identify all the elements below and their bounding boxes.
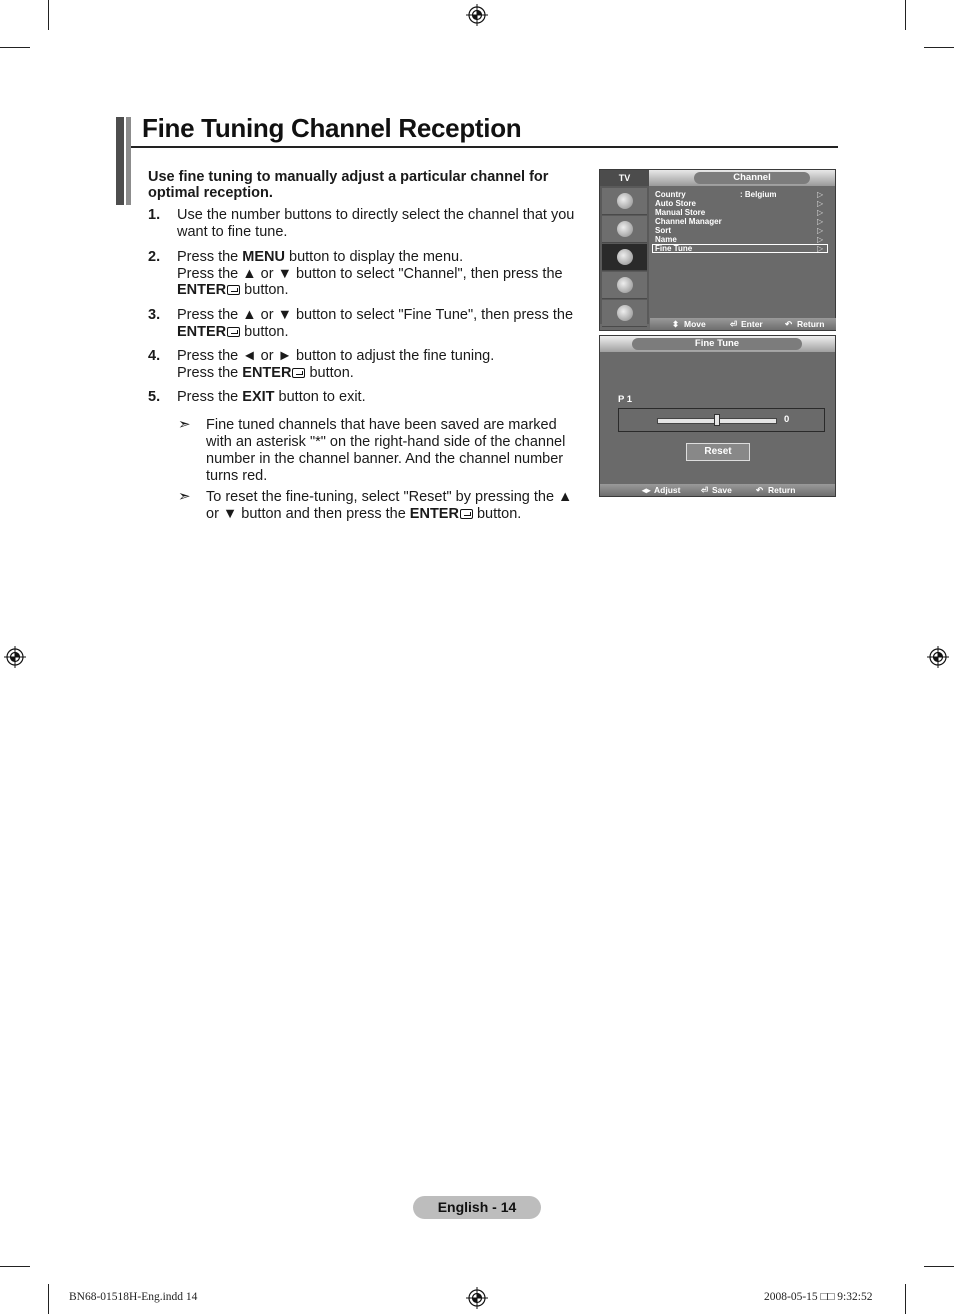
text-run: Press the	[177, 364, 243, 381]
osd-footer-save: Save	[712, 485, 732, 495]
return-icon: ↶	[756, 485, 764, 495]
slug-date: 2008-05-15 □□ 9:32:52	[764, 1291, 873, 1303]
arrow-right-icon: ▷	[817, 199, 824, 208]
step-text	[177, 249, 587, 299]
fine-tune-value: 0	[784, 414, 790, 425]
crop-mark	[0, 47, 30, 48]
slug-file: BN68-01518H-Eng.indd 14	[69, 1291, 198, 1303]
osd-menu-title: Fine Tune	[632, 338, 802, 350]
move-icon: ⬍	[672, 319, 680, 329]
enter-icon: ⏎	[730, 319, 738, 329]
osd-item-sort: Sort	[655, 226, 671, 235]
title-accent-bar	[126, 117, 131, 205]
arrow-right-icon: ▷	[817, 226, 824, 235]
crop-mark	[48, 1284, 49, 1314]
text-run: button.	[240, 323, 289, 340]
step-text	[177, 307, 587, 340]
arrow-right-icon: ▷	[817, 217, 824, 226]
registration-mark-icon	[466, 4, 488, 26]
fine-tune-control	[618, 408, 825, 432]
arrow-right-icon: ▷	[817, 208, 824, 217]
reset-button[interactable]: Reset	[686, 443, 750, 461]
osd-item-fine-tune: Fine Tune	[655, 244, 693, 253]
crop-mark	[905, 0, 906, 30]
text-run: Press the	[177, 389, 243, 405]
arrow-right-icon: ▷	[817, 190, 824, 199]
text-run: button.	[472, 506, 522, 522]
osd-footer-return: Return	[768, 485, 796, 495]
step-number: 2.	[148, 249, 161, 265]
keyword: ENTER	[177, 282, 227, 299]
crop-mark	[905, 1284, 906, 1314]
note-text: Fine tuned channels that have been saved are marked with an asterisk "*" on the right-hand side of the channel number in the channel banner. And the channel number turns red.	[206, 417, 566, 484]
osd-item-channel-manager: Channel Manager	[655, 217, 722, 226]
osd-channel-menu	[599, 169, 836, 331]
intro-text: Use fine tuning to manually adjust a particular channel for optimal reception.	[148, 169, 549, 201]
arrow-right-icon: ▷	[817, 235, 824, 244]
enter-icon	[292, 368, 305, 378]
input-menu-icon	[602, 300, 647, 327]
text-run: button.	[305, 364, 354, 381]
step-5	[148, 389, 588, 406]
note-arrow-icon: ➣	[178, 416, 191, 433]
registration-mark-icon	[4, 646, 26, 668]
crop-mark	[48, 0, 49, 30]
title-accent-bar	[116, 117, 124, 205]
text-run: button.	[240, 282, 289, 299]
keyword: ENTER	[242, 364, 292, 381]
text-run: Press the ▲ or ▼ button to select "Channel", then press the	[177, 265, 563, 282]
step-number: 4.	[148, 348, 161, 364]
crop-mark	[924, 1266, 954, 1267]
text-run: Press the ◄ or ► button to adjust the fine tuning.	[177, 348, 495, 364]
osd-footer-return: Return	[797, 319, 825, 329]
osd-country-value: : Belgium	[740, 190, 777, 199]
step-text	[177, 389, 587, 406]
slider-thumb[interactable]	[714, 414, 720, 426]
title-rule	[131, 146, 838, 148]
arrow-right-icon: ▷	[817, 244, 824, 253]
note-1	[178, 417, 578, 485]
text-run: button to display the menu.	[284, 249, 464, 265]
registration-mark-icon	[927, 646, 949, 668]
page-title: Fine Tuning Channel Reception	[142, 113, 522, 143]
step-number: 5.	[148, 389, 161, 405]
step-text	[177, 348, 587, 381]
return-icon: ↶	[785, 319, 793, 329]
page-number: English - 14	[413, 1196, 541, 1219]
osd-footer-adjust: Adjust	[654, 485, 681, 495]
step-number: 3.	[148, 307, 161, 323]
picture-menu-icon	[602, 188, 647, 215]
step-3	[148, 307, 588, 341]
channel-menu-icon	[602, 244, 647, 271]
note-arrow-icon: ➣	[178, 488, 191, 505]
text-run: button to exit.	[274, 389, 366, 405]
crop-mark	[0, 1266, 30, 1267]
text-run: Press the ▲ or ▼ button to select "Fine Tune", then press the	[177, 307, 574, 323]
keyword: ENTER	[177, 323, 227, 340]
enter-icon	[460, 509, 473, 519]
osd-fine-tune	[599, 335, 836, 497]
note-2	[178, 489, 578, 523]
osd-footer	[600, 484, 835, 496]
sound-menu-icon	[602, 216, 647, 243]
keyword: MENU	[242, 249, 285, 265]
adjust-icon: ◂▸	[642, 485, 651, 495]
osd-item-manual-store: Manual Store	[655, 208, 706, 217]
osd-item-name: Name	[655, 235, 677, 244]
step-text: Use the number buttons to directly select the channel that you want to fine tune.	[177, 207, 575, 240]
step-2	[148, 249, 588, 299]
osd-footer-move: Move	[684, 319, 706, 329]
setup-menu-icon	[602, 272, 647, 299]
osd-footer-enter: Enter	[741, 319, 763, 329]
keyword: EXIT	[242, 389, 275, 405]
osd-item-country: Country	[655, 190, 686, 199]
program-number: P 1	[618, 394, 633, 405]
osd-footer	[650, 318, 836, 330]
osd-sidebar	[600, 186, 649, 324]
step-number: 1.	[148, 207, 161, 223]
step-4	[148, 348, 588, 382]
text-run: To reset the fine-tuning, select "Reset" by pressing the ▲ or ▼ button and then press the	[206, 489, 573, 522]
crop-mark	[924, 47, 954, 48]
save-icon: ⏎	[701, 485, 709, 495]
enter-icon	[227, 285, 240, 295]
osd-menu-title: Channel	[694, 172, 810, 184]
osd-source-label: TV	[600, 170, 649, 186]
step-1	[148, 207, 588, 241]
enter-icon	[227, 327, 240, 337]
note-text	[206, 489, 578, 523]
osd-item-auto-store: Auto Store	[655, 199, 696, 208]
keyword: ENTER	[409, 506, 459, 522]
text-run: Press the	[177, 249, 243, 265]
registration-mark-icon	[466, 1287, 488, 1309]
